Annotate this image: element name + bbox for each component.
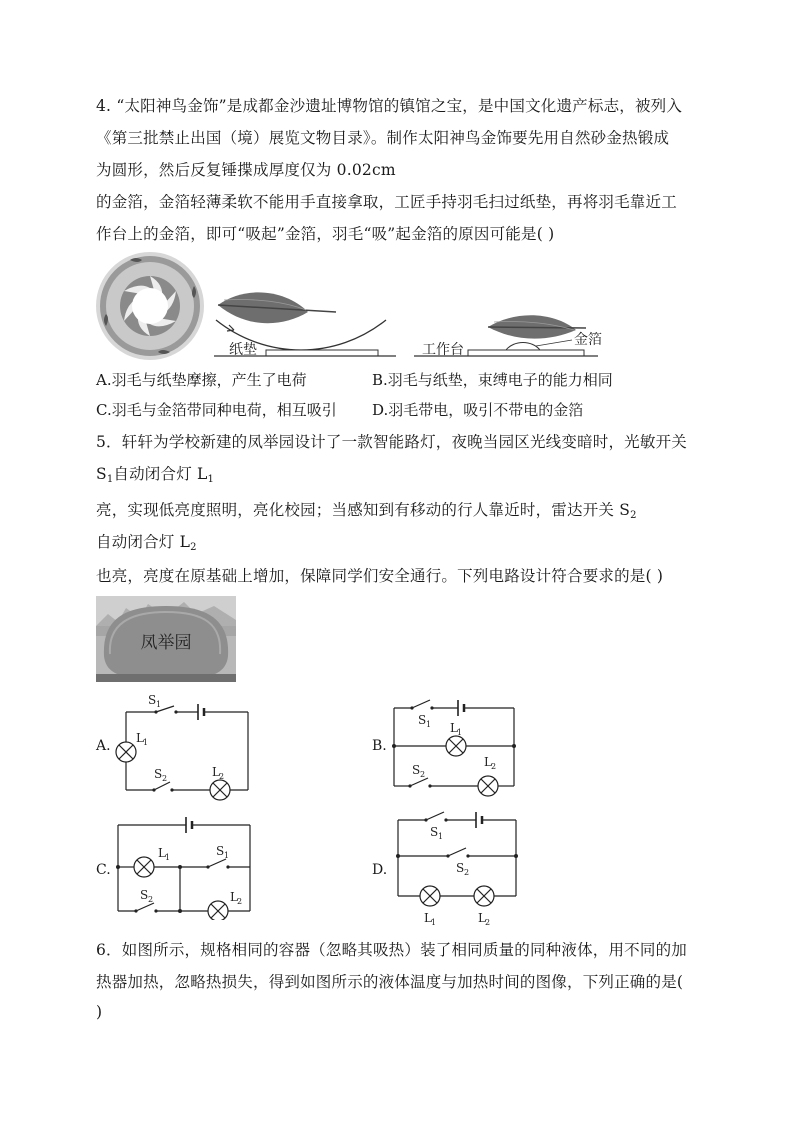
d-l2-label: L <box>478 911 486 925</box>
q5-line-2-text: 自动闭合灯 L <box>113 465 208 483</box>
b-l2-sub: 2 <box>491 762 497 771</box>
q5-s-symbol: S <box>96 465 107 483</box>
a-s2-sub: 2 <box>162 774 168 783</box>
d-s1-sub: 1 <box>438 832 444 841</box>
circuit-b <box>388 694 523 799</box>
c-s1-sub: 1 <box>224 851 230 860</box>
q4-line-4: 的金箔，金箔轻薄柔软不能用手直接拿取，工匠手持羽毛扫过纸垫，再将羽毛靠近工 <box>96 193 677 211</box>
a-s2-label: S <box>154 767 163 781</box>
stone-inscription: 凤举园 <box>140 633 192 653</box>
circuit-c-label: C. <box>96 862 111 878</box>
q4-option-c: C.羽毛与金箔带同种电荷，相互吸引 <box>96 401 337 419</box>
q4-option-a: A.羽毛与纸垫摩擦，产生了电荷 <box>96 371 307 389</box>
circuit-b-label: B. <box>372 738 387 754</box>
q5-line-4 <box>96 532 197 558</box>
c-s2-sub: 2 <box>148 895 154 904</box>
b-s2-label: S <box>412 763 421 777</box>
label-work-table: 工作台 <box>422 342 464 358</box>
c-s2-label: S <box>140 888 149 902</box>
b-s1-label: S <box>418 713 427 727</box>
d-l1-label: L <box>424 911 432 925</box>
c-l2-label: L <box>230 890 238 904</box>
a-l2-label: L <box>212 765 220 779</box>
b-s2-sub: 2 <box>420 770 426 779</box>
c-l1-label: L <box>158 846 166 860</box>
q6-line-3: ) <box>96 1003 103 1021</box>
q5-line-2 <box>96 464 214 490</box>
q5-s-sub: 1 <box>106 474 114 485</box>
q6-line-1: 6．如图所示，规格相同的容器（忽略其吸热）装了相同质量的同种液体，用不同的加 <box>96 941 687 959</box>
c-l2-sub: 2 <box>237 897 243 906</box>
circuit-d <box>388 810 523 928</box>
d-s2-label: S <box>456 861 465 875</box>
q4-figure <box>96 250 616 365</box>
label-gold-foil: 金箔 <box>574 332 602 348</box>
q4-line-1: 4. “太阳神鸟金饰”是成都金沙遗址博物馆的镇馆之宝，是中国文化遗产标志，被列入 <box>96 97 683 115</box>
fengjuyuan-stone-photo <box>96 596 236 682</box>
a-s1-sub: 1 <box>156 700 162 709</box>
q5-line-1: 5．轩轩为学校新建的凤举园设计了一款智能路灯，夜晚当园区光线变暗时，光敏开关 <box>96 433 687 451</box>
q4-line-5: 作台上的金箔，即可“吸起”金箔，羽毛“吸”起金箔的原因可能是( ) <box>96 225 555 243</box>
q4-option-b: B.羽毛与纸垫，束缚电子的能力相同 <box>372 371 613 389</box>
d-s1-label: S <box>430 825 439 839</box>
circuit-a <box>112 690 257 805</box>
c-l1-sub: 1 <box>165 853 171 862</box>
q4-line-3: 为圆形，然后反复锤揲成厚度仅为 0.02cm <box>96 161 396 179</box>
q5-line-4-text: 自动闭合灯 L <box>96 533 191 551</box>
d-s2-sub: 2 <box>464 868 470 877</box>
sun-bird-disc-image <box>96 252 204 360</box>
circuit-a-label: A. <box>96 738 111 754</box>
q5-line-3 <box>96 500 637 526</box>
q6-line-2: 热器加热，忽略热损失，得到如图所示的液体温度与加热时间的图像，下列正确的是( <box>96 973 684 991</box>
b-l2-label: L <box>484 755 492 769</box>
q4-option-d: D.羽毛带电，吸引不带电的金箔 <box>372 401 584 419</box>
circuit-d-label: D. <box>372 862 388 878</box>
b-l1-label: L <box>450 721 458 735</box>
q4-line-2: 《第三批禁止出国（境）展览文物目录》。制作太阳神鸟金饰要先用自然砂金热锻成 <box>96 129 670 147</box>
q5-l2-sub: 2 <box>190 542 197 553</box>
a-l2-sub: 2 <box>219 772 225 781</box>
d-l1-sub: 1 <box>431 918 437 927</box>
c-s1-label: S <box>216 844 225 858</box>
circuit-c <box>112 815 257 920</box>
q5-line-3-text: 亮，实现低亮度照明，亮化校园；当感知到有移动的行人靠近时，雷达开关 S <box>96 501 631 519</box>
q5-l-sub: 1 <box>207 474 215 485</box>
b-s1-sub: 1 <box>426 720 432 729</box>
d-l2-sub: 2 <box>485 918 491 927</box>
a-l1-sub: 1 <box>143 738 149 747</box>
b-l1-sub: 1 <box>457 728 463 737</box>
a-s1-label: S <box>148 693 157 707</box>
label-paper-pad: 纸垫 <box>229 342 257 358</box>
q5-line-5: 也亮，亮度在原基础上增加，保障同学们安全通行。下列电路设计符合要求的是( ) <box>96 567 664 585</box>
a-l1-label: L <box>136 731 144 745</box>
q5-s2-sub: 2 <box>630 510 637 521</box>
